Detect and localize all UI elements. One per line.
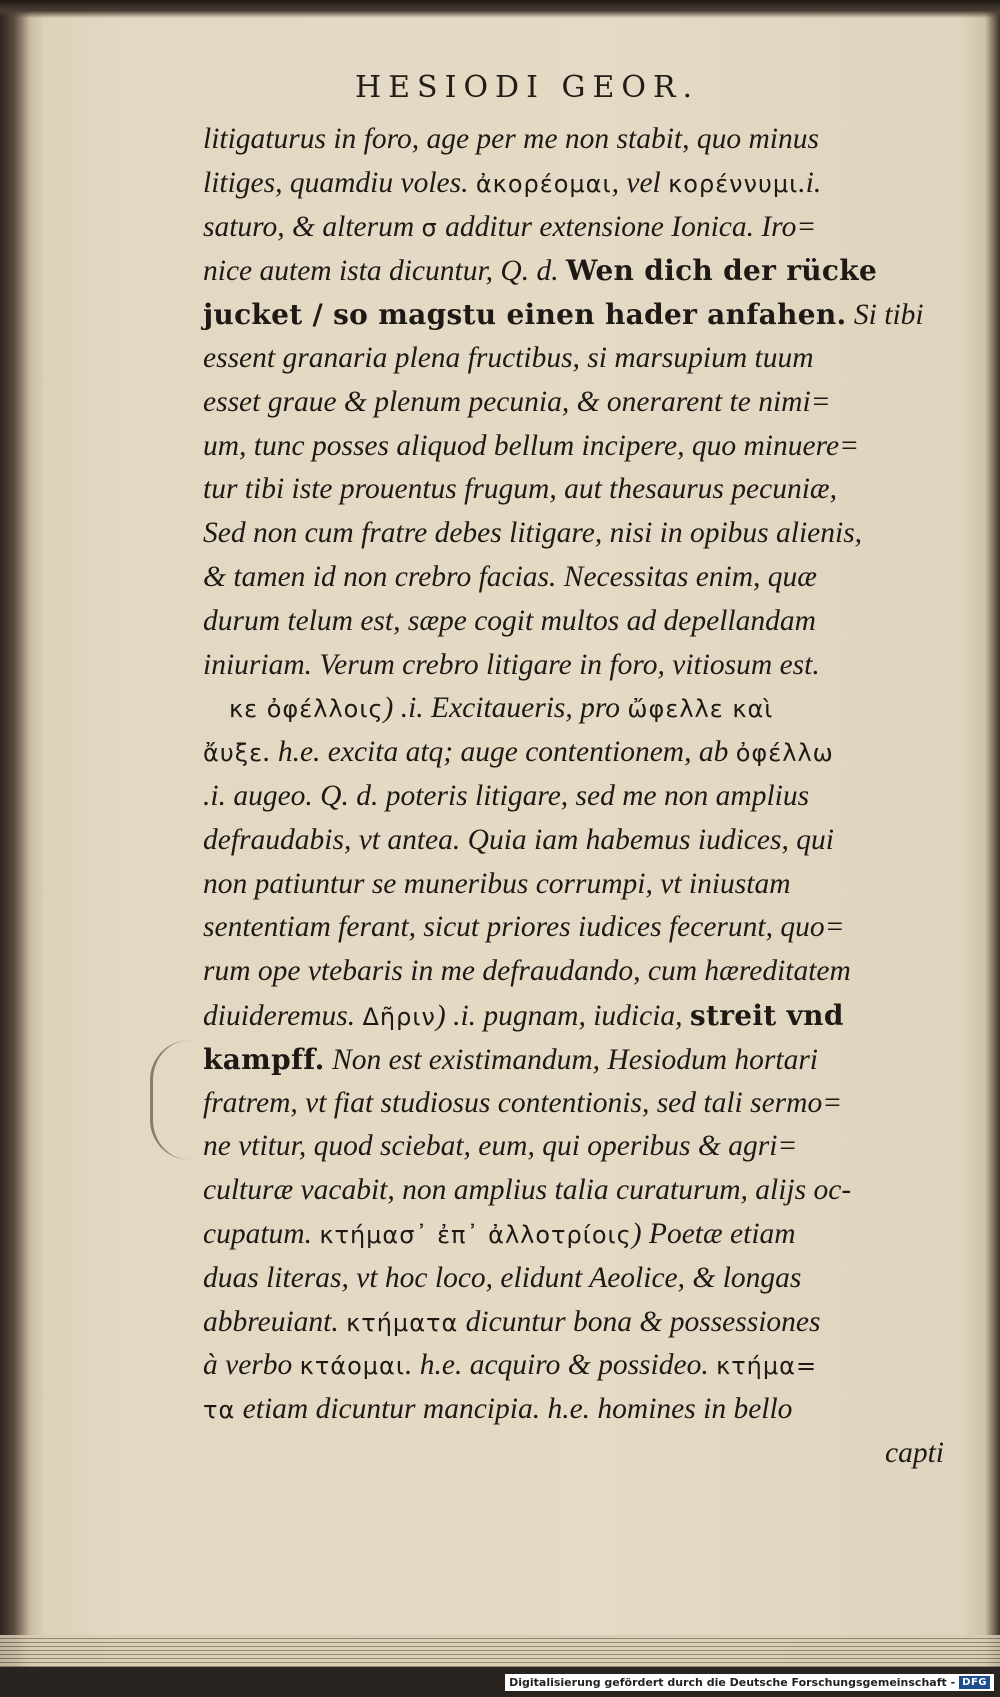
greek-span: κε ὀφέλλοις xyxy=(229,695,384,724)
latin-span: additur extensione Ionica. Iro= xyxy=(437,210,817,243)
greek-span: σ xyxy=(421,213,438,242)
latin-span: iniuriam. Verum crebro litigare in foro, vitiosum est. xyxy=(203,648,820,681)
page-top-shadow xyxy=(0,0,1000,18)
latin-span: culturæ vacabit, non amplius talia curaturum, alijs oc- xyxy=(203,1174,852,1207)
text-line xyxy=(203,162,948,206)
margin-pencil-mark xyxy=(150,1040,213,1160)
latin-span: esset graue & plenum pecunia, & onerarent te nimi= xyxy=(203,385,831,418)
latin-span: ) .i. pugnam, iudicia, xyxy=(435,999,690,1032)
credit-text: Digitalisierung gefördert durch die Deutsche Forschungsgemeinschaft - xyxy=(509,1676,956,1689)
greek-span: κτήμα= xyxy=(716,1352,818,1381)
dfg-logo: DFG xyxy=(959,1676,990,1689)
blackletter-span: kampff. xyxy=(203,1042,325,1076)
text-line xyxy=(203,381,948,425)
text-line xyxy=(203,1213,948,1257)
greek-span: ἄυξε xyxy=(203,739,264,768)
blackletter-span: Wen dich der rücke xyxy=(565,254,878,288)
latin-span: defraudabis, vt antea. Quia iam habemus iudices, qui xyxy=(203,823,834,856)
text-line xyxy=(203,819,948,863)
digitization-credit xyxy=(505,1674,994,1691)
text-line xyxy=(203,249,948,293)
text-line xyxy=(203,994,948,1038)
greek-span: ἀκορέομαι xyxy=(475,169,612,198)
latin-span: , vel xyxy=(611,166,669,199)
latin-span: non patiuntur se muneribus corrumpi, vt iniustam xyxy=(203,867,791,900)
text-line xyxy=(203,1169,948,1213)
latin-span: saturo, & alterum xyxy=(203,210,422,243)
text-line xyxy=(203,1257,948,1301)
latin-span: Non est existimandum, Hesiodum hortari xyxy=(324,1043,818,1076)
greek-span: κτάομαι xyxy=(299,1352,405,1381)
text-line xyxy=(203,425,948,469)
latin-span: . h.e. acquiro & possideo. xyxy=(404,1349,717,1382)
text-line xyxy=(203,1125,948,1169)
text-line xyxy=(203,775,948,819)
text-line xyxy=(203,118,948,162)
latin-span: rum ope vtebaris in me defraudando, cum hæreditatem xyxy=(203,955,851,988)
text-line xyxy=(203,293,948,337)
text-line xyxy=(203,950,948,994)
latin-span: .i. xyxy=(798,166,822,199)
latin-span: Si tibi xyxy=(846,299,924,332)
latin-span: .i. augeo. Q. d. poteris litigare, sed me non amplius xyxy=(203,779,810,812)
text-line xyxy=(203,1388,948,1432)
latin-span: etiam dicuntur mancipia. h.e. homines in bello xyxy=(235,1393,793,1426)
page-edges xyxy=(0,1635,1000,1667)
latin-span: abbreuiant. xyxy=(203,1305,347,1338)
greek-span: κτήματα xyxy=(346,1308,459,1337)
latin-span: durum telum est, sæpe cogit multos ad depellandam xyxy=(203,604,816,637)
text-line xyxy=(203,1038,948,1082)
latin-span: litigaturus in foro, age per me non stabit, quo minus xyxy=(203,123,819,155)
latin-span: tur tibi iste prouentus frugum, aut thesaurus pecuniæ, xyxy=(203,473,837,506)
text-line xyxy=(203,556,948,600)
latin-span: . h.e. excita atq; auge contentionem, ab xyxy=(263,736,736,769)
text-line xyxy=(203,512,948,556)
text-line xyxy=(203,337,948,381)
text-line xyxy=(203,731,948,775)
text-line xyxy=(203,1082,948,1126)
running-head: HESIODI GEOR. xyxy=(355,70,700,105)
latin-span: um, tunc posses aliquod bellum incipere, quo minuere= xyxy=(203,429,859,462)
text-line xyxy=(203,468,948,512)
blackletter-span: jucket / so magstu einen hader anfahen. xyxy=(203,298,847,332)
greek-span: τα xyxy=(203,1396,236,1425)
latin-span: essent granaria plena fructibus, si marsupium tuum xyxy=(203,341,814,374)
latin-span: cupatum. xyxy=(203,1217,320,1250)
latin-span: fratrem, vt fiat studiosus contentionis, sed tali sermo= xyxy=(203,1086,843,1119)
blackletter-span: streit vnd xyxy=(689,998,844,1032)
text-line xyxy=(203,600,948,644)
text-line xyxy=(203,863,948,907)
text-line xyxy=(203,906,948,950)
greek-span: ὤφελλε καὶ xyxy=(627,695,774,724)
text-line xyxy=(203,1432,948,1476)
text-line xyxy=(203,644,948,688)
latin-span: diuideremus. xyxy=(203,999,363,1032)
latin-span: sententiam ferant, sicut priores iudices fecerunt, quo= xyxy=(203,911,845,944)
greek-span: ὀφέλλω xyxy=(735,739,834,768)
latin-span: & tamen id non crebro facias. Necessitas enim, quæ xyxy=(203,560,817,593)
body-text xyxy=(203,118,948,1476)
latin-span: capti xyxy=(885,1436,944,1469)
latin-span: ) Poetæ etiam xyxy=(631,1217,796,1250)
latin-span: duas literas, vt hoc loco, elidunt Aeolice, & longas xyxy=(203,1261,802,1294)
latin-span: litiges, quamdiu voles. xyxy=(203,166,476,199)
latin-span: à verbo xyxy=(203,1349,300,1382)
latin-span: nice autem ista dicuntur, Q. d. xyxy=(203,255,566,288)
greek-span: κορέννυμι xyxy=(668,169,799,198)
text-line xyxy=(203,206,948,250)
text-line xyxy=(203,1344,948,1388)
latin-span: ) .i. Excitaueris, pro xyxy=(383,692,628,725)
text-line xyxy=(203,687,948,731)
greek-span: Δῆριν xyxy=(362,1002,436,1031)
latin-span: Sed non cum fratre debes litigare, nisi in opibus alienis, xyxy=(203,517,863,550)
greek-span: κτήμασ᾽ ἐπ᾽ ἀλλοτρίοις xyxy=(319,1220,632,1249)
text-line xyxy=(203,1301,948,1345)
latin-span: dicuntur bona & possessiones xyxy=(458,1305,821,1338)
latin-span: ne vtitur, quod sciebat, eum, qui operibus & agri= xyxy=(203,1130,798,1163)
